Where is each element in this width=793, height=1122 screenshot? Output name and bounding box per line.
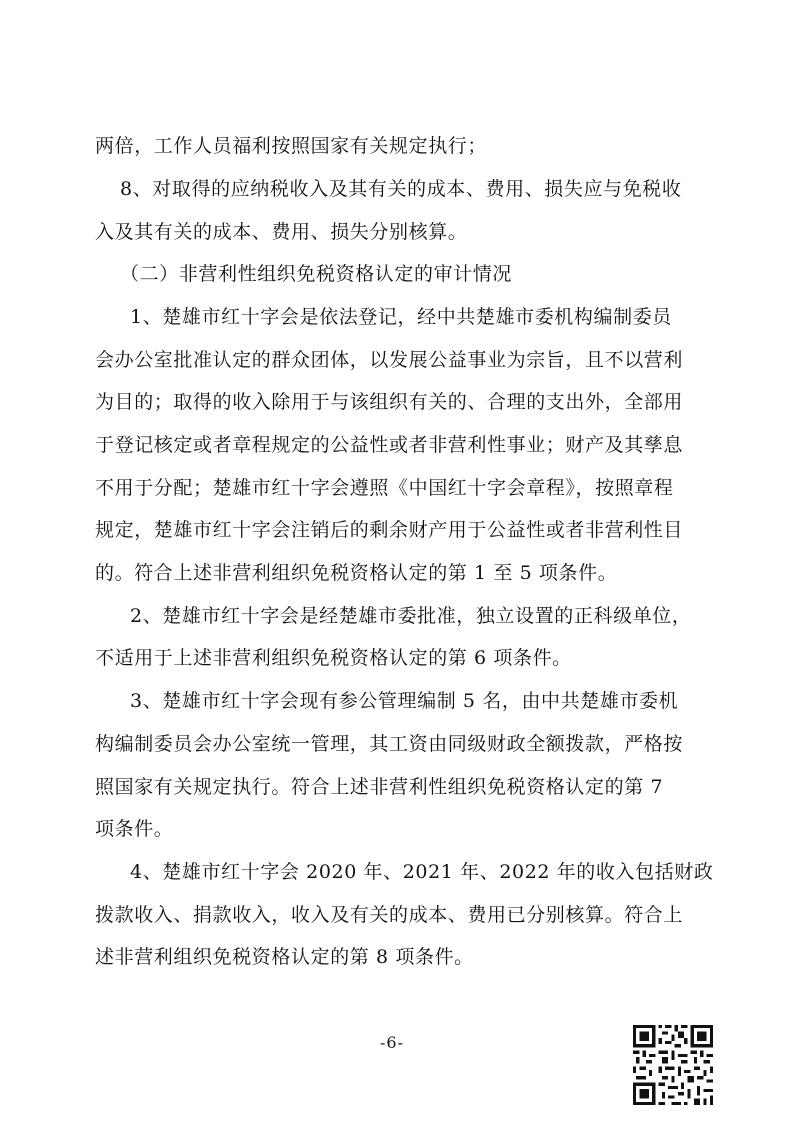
body-line: 述非营利组织免税资格认定的第 8 项条件。 — [95, 946, 474, 968]
section-heading: （二）非营利性组织免税资格认定的审计情况 — [120, 263, 513, 285]
body-line: 3、楚雄市红十字会现有参公管理编制 5 名，由中共楚雄市委机 — [130, 690, 679, 712]
body-line: 两倍，工作人员福利按照国家有关规定执行； — [95, 135, 488, 157]
body-line: 拨款收入、捐款收入，收入及有关的成本、费用已分别核算。符合上 — [95, 904, 684, 926]
body-line: 会办公室批准认定的群众团体，以发展公益事业为宗旨，且不以营利 — [95, 349, 684, 371]
page-number: -6- — [380, 1033, 404, 1052]
body-line: 项条件。 — [95, 818, 174, 840]
body-line: 1、楚雄市红十字会是依法登记，经中共楚雄市委机构编制委员 — [130, 306, 672, 328]
body-line: 于登记核定或者章程规定的公益性或者非营利性事业；财产及其孳息 — [95, 434, 684, 456]
qr-code-icon — [633, 1025, 713, 1105]
body-line: 不适用于上述非营利组织免税资格认定的第 6 项条件。 — [95, 647, 572, 669]
body-line: 8、对取得的应纳税收入及其有关的成本、费用、损失应与免税收 — [120, 178, 682, 200]
body-line: 为目的；取得的收入除用于与该组织有关的、合理的支出外，全部用 — [95, 391, 684, 413]
body-line: 规定，楚雄市红十字会注销后的剩余财产用于公益性或者非营利性目 — [95, 519, 684, 541]
body-line: 2、楚雄市红十字会是经楚雄市委批准，独立设置的正科级单位， — [130, 605, 692, 627]
body-line: 4、楚雄市红十字会 2020 年、2021 年、2022 年的收入包括财政 — [130, 861, 714, 883]
body-line: 构编制委员会办公室统一管理，其工资由同级财政全额拨款，严格按 — [95, 733, 684, 755]
body-line: 照国家有关规定执行。符合上述非营利性组织免税资格认定的第 7 — [95, 776, 664, 798]
body-line: 不用于分配；楚雄市红十字会遵照《中国红十字会章程》，按照章程 — [95, 477, 674, 499]
body-line: 的。符合上述非营利组织免税资格认定的第 1 至 5 项条件。 — [95, 562, 618, 584]
body-line: 入及其有关的成本、费用、损失分别核算。 — [95, 221, 468, 243]
